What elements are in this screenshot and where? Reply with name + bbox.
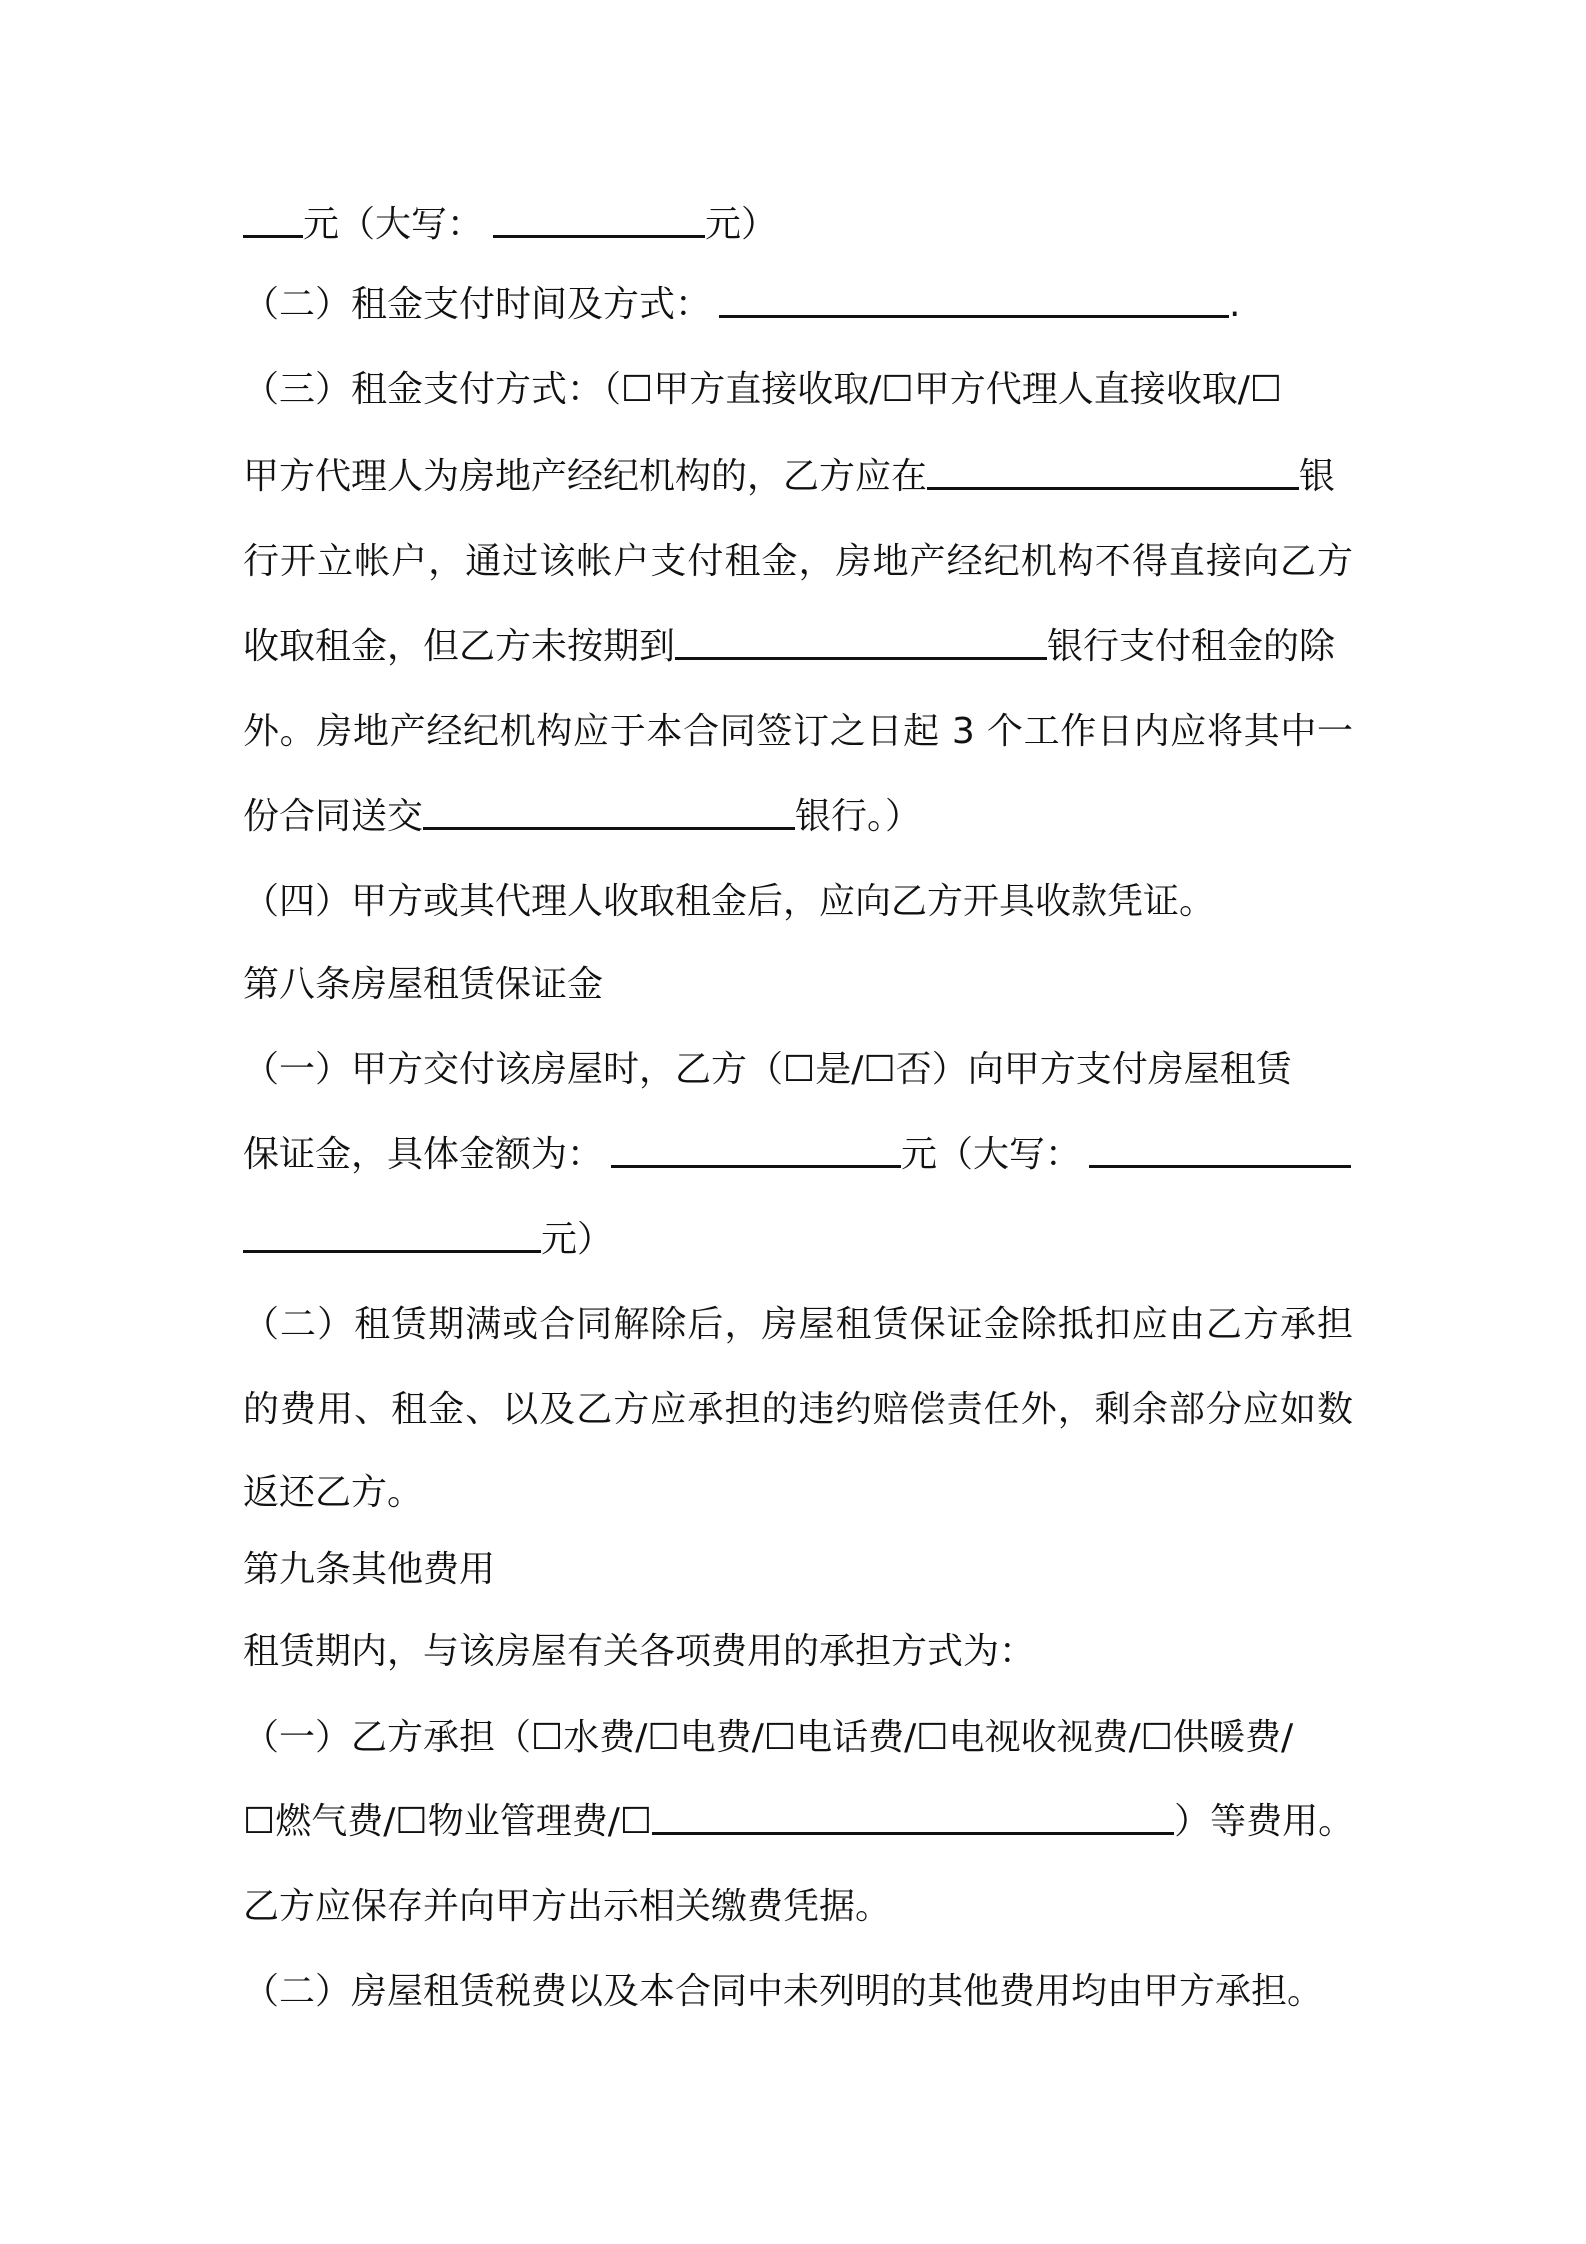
paragraph-line: （二）租赁期满或合同解除后，房屋租赁保证金除抵扣应由乙方承担	[243, 1304, 1353, 1345]
checkbox-icon[interactable]: ☐	[916, 1717, 949, 1758]
paragraph-line: 的费用、租金、以及乙方应承担的违约赔偿责任外，剩余部分应如数	[243, 1389, 1353, 1430]
fees-options-line	[243, 1708, 1293, 1768]
payment-method-line	[243, 360, 1282, 420]
text-segment: 元）	[541, 1219, 614, 1260]
other-fee-blank[interactable]	[652, 1796, 1174, 1835]
checkbox-icon[interactable]: ☐	[763, 1717, 797, 1758]
text-segment: 电视收视费/	[948, 1717, 1141, 1758]
text-segment: 元（大写：	[901, 1134, 1082, 1175]
text-segment: （三）租金支付方式：（	[243, 369, 622, 410]
checkbox-icon[interactable]: ☐	[243, 1801, 276, 1842]
section-heading-fees: 第九条其他费用	[243, 1549, 496, 1590]
checkbox-icon[interactable]: ☐	[619, 1801, 653, 1842]
checkbox-icon[interactable]: ☐	[881, 369, 914, 410]
text-segment: （一）乙方承担（	[243, 1717, 532, 1758]
payment-time-line	[243, 275, 1240, 335]
text-segment: 份合同送交	[243, 796, 424, 837]
deposit-uppercase-line	[243, 1210, 613, 1270]
paragraph-line: 行开立帐户，通过该帐户支付租金，房地产经纪机构不得直接向乙方	[243, 541, 1353, 582]
text-segment: 收取租金，但乙方未按期到	[243, 626, 676, 667]
bank-name-blank[interactable]	[675, 621, 1047, 660]
checkbox-icon[interactable]: ☐	[1140, 1717, 1173, 1758]
bank-name-blank[interactable]	[423, 791, 795, 830]
paragraph-line: 返还乙方。	[243, 1472, 424, 1513]
checkbox-icon[interactable]: ☐	[647, 1717, 680, 1758]
text-segment: 水费/	[563, 1717, 648, 1758]
text-segment: 电话费/	[796, 1717, 917, 1758]
section-heading-deposit: 第八条房屋租赁保证金	[243, 964, 604, 1005]
contract-delivery-line	[243, 787, 921, 847]
text-segment: 银行。）	[795, 796, 922, 837]
checkbox-icon[interactable]: ☐	[1249, 369, 1283, 410]
text-segment: 物业管理费/	[427, 1801, 620, 1842]
deposit-uppercase-blank[interactable]	[1089, 1129, 1351, 1168]
text-segment: 电费/	[679, 1717, 764, 1758]
rent-amount-line	[243, 195, 777, 255]
checkbox-icon[interactable]: ☐	[783, 1049, 816, 1090]
text-segment: 保证金，具体金额为：	[243, 1134, 604, 1175]
checkbox-icon[interactable]: ☐	[621, 369, 654, 410]
paragraph-line: 外。房地产经纪机构应于本合同签订之日起 3 个工作日内应将其中一	[243, 711, 1353, 752]
text-segment: 元）	[705, 204, 778, 245]
text-segment: ）等费用。	[1174, 1801, 1355, 1842]
bank-payment-line	[243, 617, 1335, 677]
text-segment: 是/	[815, 1049, 864, 1090]
text-segment: 甲方直接收取/	[653, 369, 882, 410]
paragraph-line: （二）房屋租赁税费以及本合同中未列明的其他费用均由甲方承担。	[243, 1971, 1324, 2012]
amount-blank[interactable]	[243, 199, 303, 238]
text-segment: （二）租金支付时间及方式：	[243, 284, 712, 325]
text-segment: 银行支付租金的除	[1047, 626, 1336, 667]
text-segment: 燃气费/	[275, 1801, 396, 1842]
paragraph-line: 乙方应保存并向甲方出示相关缴费凭据。	[243, 1886, 892, 1927]
bank-name-blank[interactable]	[927, 451, 1299, 490]
paragraph-line: （四）甲方或其代理人收取租金后，应向乙方开具收款凭证。	[243, 881, 1216, 922]
text-segment: 银	[1299, 456, 1336, 497]
payment-time-blank[interactable]	[719, 279, 1229, 318]
deposit-amount-blank[interactable]	[611, 1129, 901, 1168]
text-segment: .	[1229, 284, 1241, 325]
fees-options-line-2	[243, 1792, 1354, 1852]
text-segment: 否）向甲方支付房屋租赁	[895, 1049, 1292, 1090]
deposit-amount-line	[243, 1125, 1351, 1185]
text-segment: （一）甲方交付该房屋时，乙方（	[243, 1049, 784, 1090]
paragraph-line: 租赁期内，与该房屋有关各项费用的承担方式为：	[243, 1631, 1036, 1672]
deposit-uppercase-blank[interactable]	[243, 1214, 541, 1253]
checkbox-icon[interactable]: ☐	[863, 1049, 896, 1090]
text-segment: 甲方代理人直接收取/	[913, 369, 1250, 410]
text-segment: 元（大写：	[303, 204, 484, 245]
text-segment: 供暖费/	[1172, 1717, 1294, 1758]
bank-account-line	[243, 447, 1335, 507]
deposit-line	[243, 1040, 1292, 1100]
amount-uppercase-blank[interactable]	[493, 199, 705, 238]
text-segment: 甲方代理人为房地产经纪机构的，乙方应在	[243, 456, 928, 497]
checkbox-icon[interactable]: ☐	[531, 1717, 564, 1758]
checkbox-icon[interactable]: ☐	[395, 1801, 428, 1842]
